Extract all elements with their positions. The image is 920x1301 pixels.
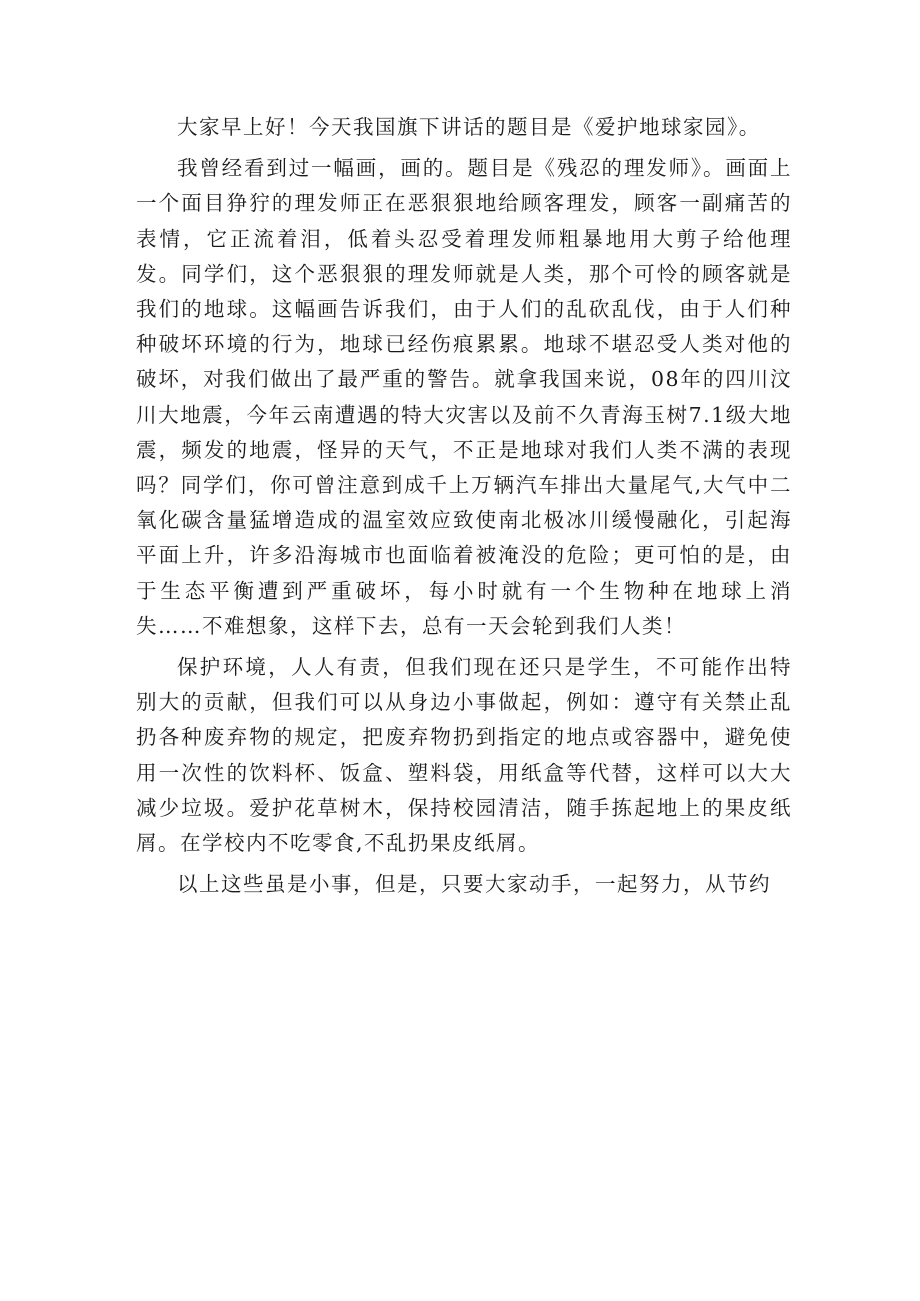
speech-body [136, 110, 792, 908]
paragraph-painting-story: 我曾经看到过一幅画，画的。题目是《残忍的理发师》。画面上一个面目狰狞的理发师正在恶狠狠地给顾客理发，顾客一副痛苦的表情，它正流着泪，低着头忍受着理发师粗暴地用大剪子给他理发。同学们，这个恶狠狠的理发师就是人类，那个可怜的顾客就是我们的地球。这幅画告诉我们，由于人们的乱砍乱伐，由于人们种种破坏环境的行为，地球已经伤痕累累。地球不堪忍受人类对他的破坏，对我们做出了最严重的警告。就拿我国来说，08年的四川汶川大地震，今年云南遭遇的特大灾害以及前不久青海玉树7.1级大地震，频发的地震，怪异的天气，不正是地球对我们人类不满的表现吗？同学们，你可曾注意到成千上万辆汽车排出大量尾气,大气中二氧化碳含量猛增造成的温室效应致使南北极冰川缓慢融化，引起海平面上升，许多沿海城市也面临着被淹没的危险；更可怕的是，由于生态平衡遭到严重破坏，每小时就有一个生物种在地球上消失……不难想象，这样下去，总有一天会轮到我们人类！ [136, 156, 792, 638]
paragraph-protect-environment: 保护环境，人人有责，但我们现在还只是学生，不可能作出特别大的贡献，但我们可以从身边小事做起，例如：遵守有关禁止乱扔各种废弃物的规定，把废弃物扔到指定的地点或容器中，避免使用一次性的饮料杯、饭盒、塑料袋，用纸盒等代替，这样可以大大减少垃圾。爱护花草树木，保持校园清洁，随手拣起地上的果皮纸屑。在学校内不吃零食,不乱扔果皮纸屑。 [136, 655, 792, 856]
paragraph-greeting: 大家早上好！今天我国旗下讲话的题目是《爱护地球家园》。 [177, 115, 761, 139]
paragraph-closing: 以上这些虽是小事，但是，只要大家动手，一起努力，从节约 [177, 872, 771, 897]
